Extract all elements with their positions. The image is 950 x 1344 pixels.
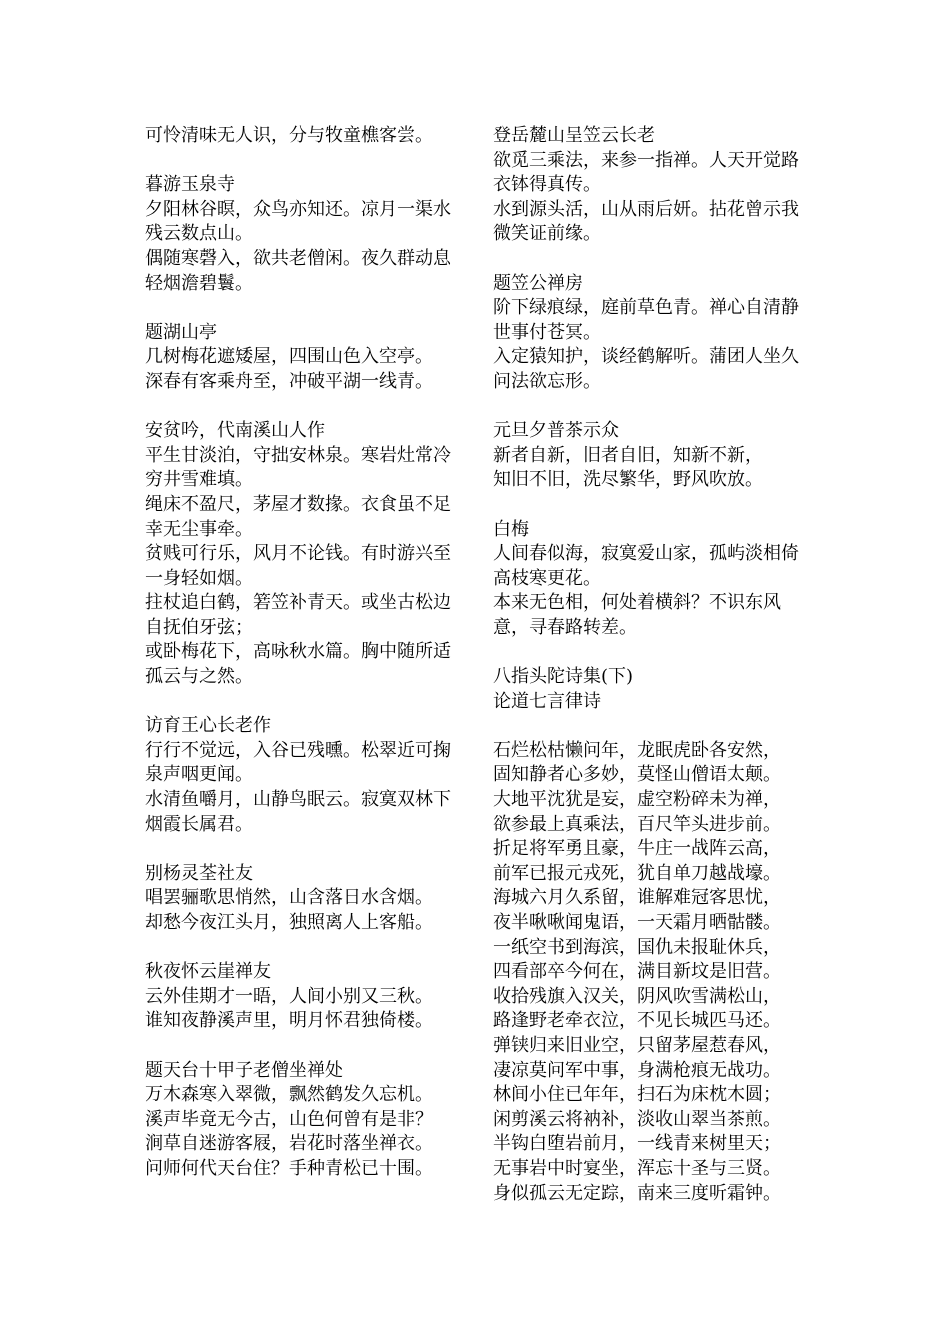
left-text-column	[145, 124, 475, 1182]
text-line: 访育王心长老作	[145, 715, 271, 737]
text-line: 固知静者心多妙，莫怪山僧语太颠。	[493, 764, 781, 786]
text-line: 无事岩中时宴坐，浑忘十圣与三贤。	[493, 1157, 781, 1179]
text-line: 衣钵得真传。	[493, 174, 601, 196]
text-line: 阶下绿痕绿，庭前草色青。禅心自清静	[493, 297, 799, 319]
text-line: 闲剪溪云将衲补，淡收山翠当茶煎。	[493, 1108, 781, 1130]
blank-line	[145, 936, 475, 961]
text-line: 幸无尘事牵。	[145, 518, 253, 540]
text-line: 谁知夜静溪声里，明月怀君独倚楼。	[145, 1010, 433, 1032]
blank-line	[145, 296, 475, 321]
text-line: 题笠公禅房	[493, 272, 583, 294]
blank-line	[493, 247, 823, 272]
text-line: 穷井雪难填。	[145, 469, 253, 491]
text-line: 烟霞长属君。	[145, 813, 253, 835]
blank-line	[145, 149, 475, 174]
text-line: 身似孤云无定踪，南来三度听霜钟。	[493, 1182, 781, 1204]
blank-line	[493, 493, 823, 518]
text-line: 别杨灵荃社友	[145, 862, 253, 884]
text-line: 意，寻春路转差。	[493, 616, 637, 638]
text-line: 微笑证前缘。	[493, 223, 601, 245]
text-line: 弹铗归来旧业空，只留茅屋惹春风，	[493, 1034, 781, 1056]
text-line: 人间春似海，寂寞爱山家，孤屿淡相倚	[493, 543, 799, 565]
text-line: 题湖山亭	[145, 321, 217, 343]
text-line: 登岳麓山呈笠云长老	[493, 125, 655, 146]
text-line: 秋夜怀云崖禅友	[145, 961, 271, 983]
text-line: 收拾残旗入汉关，阴风吹雪满松山，	[493, 985, 781, 1007]
blank-line	[493, 395, 823, 420]
text-line: 平生甘淡泊，守拙安林泉。寒岩灶常冷	[145, 444, 451, 466]
text-line: 万木森寒入翠微，飘然鹤发久忘机。	[145, 1084, 433, 1106]
text-line: 轻烟澹碧鬟。	[145, 272, 253, 294]
text-line: 论道七言律诗	[493, 690, 601, 712]
text-line: 凄凉莫问军中事，身满枪痕无战功。	[493, 1059, 781, 1081]
text-line: 题天台十甲子老僧坐禅处	[145, 1059, 343, 1081]
text-line: 孤云与之然。	[145, 666, 253, 688]
text-line: 本来无色相，何处着横斜？不识东风	[493, 592, 781, 614]
text-line: 路逢野老牵衣泣，不见长城匹马还。	[493, 1010, 781, 1032]
blank-line	[145, 690, 475, 715]
blank-line	[145, 837, 475, 862]
text-line: 云外佳期才一晤，人间小别又三秋。	[145, 985, 433, 1007]
right-text-column	[493, 124, 823, 1206]
text-line: 元旦夕普茶示众	[493, 420, 619, 442]
text-line: 泉声咽更闻。	[145, 764, 253, 786]
text-line: 一纸空书到海滨，国仇未报耻休兵，	[493, 936, 781, 958]
text-line: 白梅	[493, 518, 529, 540]
text-line: 高枝寒更花。	[493, 567, 601, 589]
text-line: 知旧不旧，洗尽繁华，野风吹放。	[493, 469, 763, 491]
text-line: 几树梅花遮矮屋，四围山色入空亭。	[145, 346, 433, 368]
text-line: 欲觅三乘法，来参一指禅。人天开觉路	[493, 149, 799, 171]
text-line: 新者自新，旧者自旧，知新不新，	[493, 444, 763, 466]
text-line: 夕阳林谷暝，众鸟亦知还。凉月一渠水	[145, 198, 451, 220]
text-line: 前军已报元戎死，犹自单刀越战壕。	[493, 862, 781, 884]
text-line: 欲参最上真乘法，百尺竿头进步前。	[493, 813, 781, 835]
text-line: 入定猿知护，谈经鹤解听。蒲团人坐久	[493, 346, 799, 368]
text-line: 林间小住已年年，扫石为床枕木圆；	[493, 1084, 781, 1106]
text-line: 问师何代天台住？手种青松已十围。	[145, 1157, 433, 1179]
text-line: 海城六月久系留，谁解难冠客思忧，	[493, 887, 781, 909]
text-line: 一身轻如烟。	[145, 567, 253, 589]
text-line: 拄杖追白鹤，箬笠补青天。或坐古松边	[145, 592, 451, 614]
text-line: 或卧梅花下，高咏秋水篇。胸中随所适	[145, 641, 451, 663]
blank-line	[493, 714, 823, 739]
text-line: 八指头陀诗集(下)	[493, 666, 634, 688]
text-line: 四看部卒今何在，满目新坟是旧营。	[493, 961, 781, 983]
text-line: 却愁今夜江头月，独照离人上客船。	[145, 912, 433, 933]
blank-line	[145, 1034, 475, 1059]
text-line: 可怜清味无人识，分与牧童樵客尝。	[145, 125, 433, 146]
text-line: 深春有客乘舟至，冲破平湖一线青。	[145, 370, 433, 392]
text-line: 水到源头活，山从雨后妍。拈花曾示我	[493, 198, 799, 220]
text-line: 溪声毕竟无今古，山色何曾有是非？	[145, 1108, 433, 1130]
text-line: 水清鱼嚼月，山静鸟眠云。寂寞双林下	[145, 789, 451, 811]
text-line: 半钩白堕岩前月，一线青来树里天；	[493, 1133, 781, 1155]
blank-line	[493, 640, 823, 665]
text-line: 贫贱可行乐，风月不论钱。有时游兴至	[145, 543, 451, 565]
text-line: 暮游玉泉寺	[145, 174, 235, 196]
text-line: 问法欲忘形。	[493, 370, 601, 392]
text-line: 自抚伯牙弦；	[145, 616, 253, 638]
blank-line	[145, 395, 475, 420]
text-line: 石烂松枯懒问年，龙眠虎卧各安然，	[493, 739, 781, 761]
text-line: 残云数点山。	[145, 223, 253, 245]
text-line: 夜半啾啾闻鬼语，一天霜月晒骷髅。	[493, 912, 781, 933]
text-line: 涧草自迷游客屐，岩花时落坐禅衣。	[145, 1133, 433, 1155]
text-line: 行行不觉远，入谷已残曛。松翠近可掬	[145, 739, 451, 761]
text-line: 绳床不盈尺，茅屋才数掾。衣食虽不足	[145, 493, 451, 515]
text-line: 世事付苍冥。	[493, 321, 601, 343]
text-line: 安贫吟，代南溪山人作	[145, 420, 325, 442]
text-line: 偶随寒磬入，欲共老僧闲。夜久群动息	[145, 247, 451, 269]
text-line: 折足将军勇且豪，牛庄一战阵云高，	[493, 838, 781, 860]
text-line: 唱罢骊歌思悄然，山含落日水含烟。	[145, 887, 433, 909]
text-line: 大地平沈犹是妄，虚空粉碎未为禅，	[493, 789, 781, 811]
